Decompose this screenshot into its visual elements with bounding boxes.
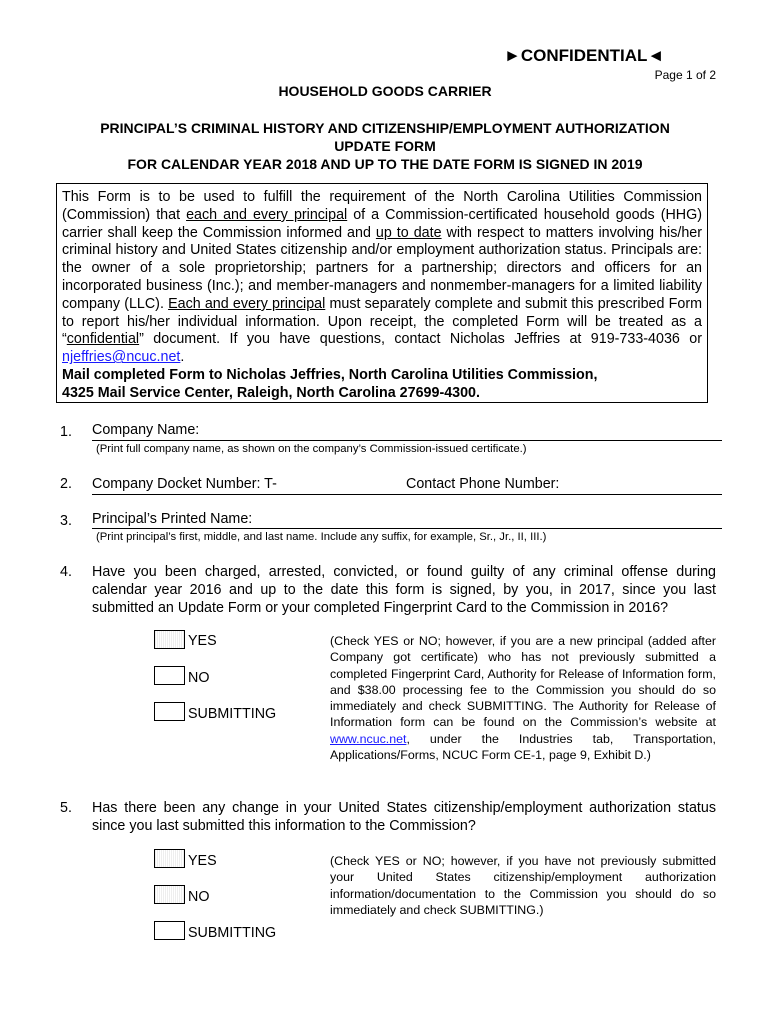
q5-no-label: NO [188,889,210,905]
q4-no-label: NO [188,670,210,686]
q4-no-checkbox[interactable] [154,666,185,685]
q5-no-checkbox[interactable] [154,885,185,904]
form-title-line1: PRINCIPAL’S CRIMINAL HISTORY AND CITIZENSHIP/EMPLOYMENT AUTHORIZATION [100,120,670,136]
ncuc-website-link[interactable]: www.ncuc.net [330,731,407,746]
q5-number: 5. [60,800,72,816]
instructions-emphasis: Each and every principal [168,295,326,312]
q3-number: 3. [60,513,72,529]
instructions-part: of a Commission-certificated household goods (HHG) carrier shall keep the Commission informed and [62,206,702,241]
mail-line1: Mail completed Form to Nicholas Jeffries, North Carolina Utilities Commission, [62,366,598,383]
principal-name-hint: (Print principal’s first, middle, and last name. Include any suffix, for example, Sr., Jr., II, III.) [96,531,547,543]
company-name-label: Company Name: [92,422,200,438]
instructions-emphasis: confidential [66,331,140,348]
form-title-line3: FOR CALENDAR YEAR 2018 AND UP TO THE DATE FORM IS SIGNED IN 2019 [127,156,643,172]
q4-yes-label: YES [188,633,217,649]
instructions-part: . [180,349,185,366]
instructions-part: must separately complete and submit this prescribed Form to report his/her individual information. Upon receipt, the completed Form will be treated as a “ [62,295,702,348]
company-name-field[interactable] [92,440,722,441]
mail-line2: 4325 Mail Service Center, Raleigh, North Carolina 27699-4300. [62,384,480,401]
instructions-emphasis: up to date [375,224,442,241]
q4-number: 4. [60,564,72,580]
instructions-box [56,183,708,403]
q4-instructions [330,633,716,763]
q4-instructions-part: , under the Industries tab, Transportation, Applications/Forms, NCUC Form CE-1, page 9, Exhibit D.) [330,731,716,763]
confidential-marker: ►CONFIDENTIAL◄ [504,46,665,65]
docket-number-label: Company Docket Number: T- [92,476,277,492]
q5-question: Has there been any change in your United States citizenship/employment authorization status since you last submitted this information to the Commission? [92,800,716,834]
page-number: Page 1 of 2 [654,68,716,82]
instructions-text [62,189,702,367]
q5-instructions: (Check YES or NO; however, if you have not previously submitted your United States citizenship/employment authorization information/documentation to the Commission you should do so immediately and check SUBMITTING.) [330,854,716,917]
q5-submitting-checkbox[interactable] [154,921,185,940]
q1-number: 1. [60,424,72,440]
principal-name-field[interactable] [92,528,722,529]
q5-yes-label: YES [188,853,217,869]
contact-email-link[interactable]: njeffries@ncuc.net [62,349,181,366]
q2-number: 2. [60,476,72,492]
company-name-hint: (Print full company name, as shown on the company’s Commission-issued certificate.) [96,443,527,455]
q4-submitting-label: SUBMITTING [188,706,277,722]
contact-phone-label: Contact Phone Number: [406,476,560,492]
q5-yes-checkbox[interactable] [154,849,185,868]
form-title-line2: UPDATE FORM [334,138,436,154]
q4-instructions-part: (Check YES or NO; however, if you are a new principal (added after Company got certificate) who has not previously submitted a completed Fingerprint Card, Authority for Release of Information form, and $38.00 processing fee to the Commission you should do so immediately and check SUBMITTING. The Authority for Release of Information form can be found on the Commission’s website at [330,634,716,730]
q4-question: Have you been charged, arrested, convicted, or found guilty of any criminal offense during calendar year 2016 and up to the date this form is signed, by you, in 2017, since you last submitted an Update Form or your completed Fingerprint Card to the Commission in 2016? [92,564,716,616]
principal-name-label: Principal’s Printed Name: [92,511,253,527]
instructions-part: This Form is to be used to fulfill the requirement of the North Carolina Utilities Commission (Commission) that [62,189,702,223]
q4-yes-checkbox[interactable] [154,630,185,649]
instructions-emphasis: each and every principal [186,206,348,223]
carrier-heading: HOUSEHOLD GOODS CARRIER [278,83,492,99]
q5-submitting-label: SUBMITTING [188,925,277,941]
docket-phone-field[interactable] [92,494,722,495]
instructions-part: with respect to matters involving his/her criminal history and United States citizenship and/or employment authorization status. Principals are: the owner of a sole proprietorship; partners for a partnership; directors and officers for an incorporated business (Inc.); and member-managers and nonmember-managers for a limited liability company (LLC). [62,224,702,312]
q4-submitting-checkbox[interactable] [154,702,185,721]
instructions-part: ” document. If you have questions, contact Nicholas Jeffries at 919-733-4036 or [139,331,702,348]
